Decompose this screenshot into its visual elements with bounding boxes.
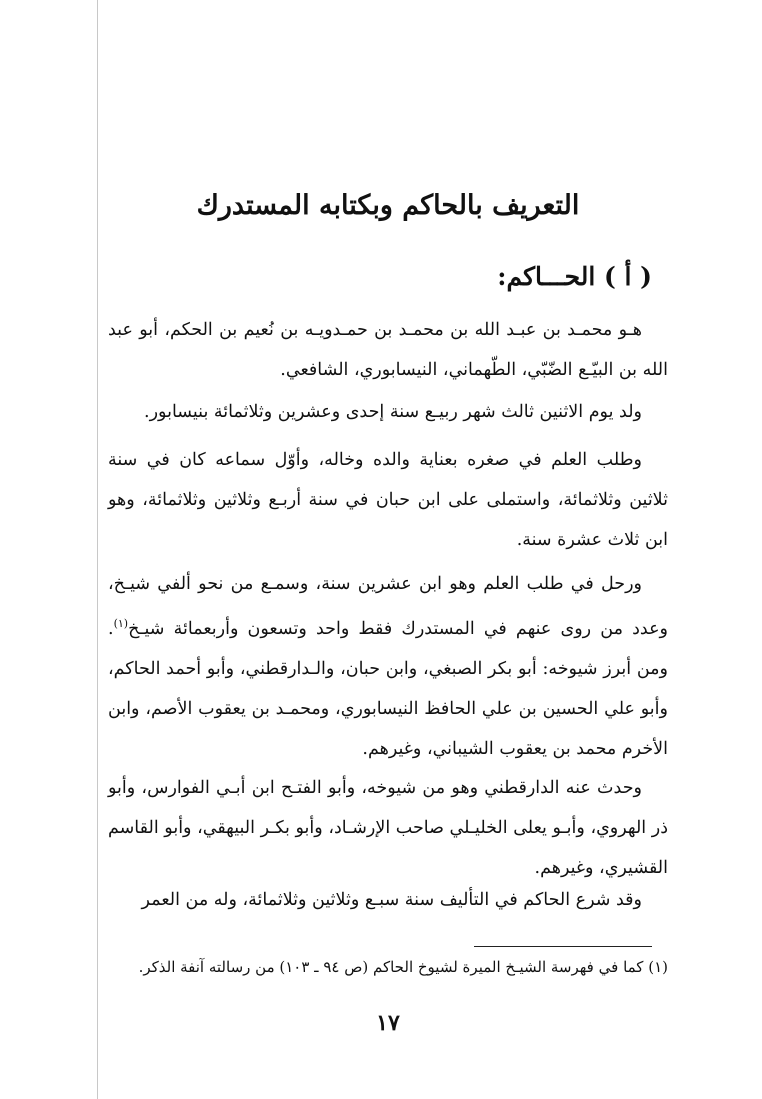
page-number: ١٧ [376,1010,400,1036]
paragraph-travels [108,564,668,769]
footnote-marker: (١) [113,617,129,630]
section-heading: ( أ ) الحـــاكم: [497,262,652,291]
paragraph-travels-tail: . ومن أبرز شيوخه: أبو بكر الصبغي، وابن حبان، والـدارقطني، وأبو أحمد الحاكم، وأبو علي الحسين بن علي الحافظ النيسابوري، ومحمـد بن يعقوب الأصم، وابن الأخرم محمد بن يعقوب الشيباني، وغيرهم. [108,618,668,759]
paragraph-travels-text: ورحل في طلب العلم وهو ابن عشرين سنة، وسمـع من نحو ألفي شيـخ، وعدد من روى عنهم في المستدرك فقط واحد وتسعون وأربعمائة شيـخ [108,574,668,639]
paragraph-name: هـو محمـد بن عبـد الله بن محمـد بن حمـدويـه بن نُعيم بن الحكم، أبو عبد الله بن البيّـع الضّبّي، الطّهماني، النيسابوري، الشافعي. [108,320,668,380]
page-title: التعريف بالحاكم وبكتابه المستدرك [196,190,580,221]
footnote: (١) كما في فهرسة الشيـخ الميرة لشيوخ الحاكم (ص ٩٤ ـ ١٠٣) من رسالته آنفة الذكر. [138,958,668,976]
page-edge-line [97,0,98,1099]
paragraph-students: وحدث عنه الدارقطني وهو من شيوخه، وأبو الفتـح ابن أبـي الفوارس، وأبو ذر الهروي، وأبـو يعلى الخليـلي صاحب الإرشـاد، وأبو بكـر البيهقي، وأبو القاسم القشيري، وغيرهم. [108,778,668,878]
paragraph-education: وطلب العلم في صغره بعناية والده وخاله، وأوّل سماعه كان في سنة ثلاثين وثلاثمائة، واستملى على ابن حبان في سنة أربـع وثلاثين وثلاثمائة، وهو ابن ثلاث عشرة سنة. [108,450,668,550]
paragraph-authorship: وقد شرع الحاكم في التأليف سنة سبـع وثلاثين وثلاثمائة، وله من العمر [141,890,642,910]
paragraph-birth: ولد يوم الاثنين ثالث شهر ربيـع سنة إحدى وعشرين وثلاثمائة بنيسابور. [144,402,642,422]
footnote-rule [474,946,652,947]
